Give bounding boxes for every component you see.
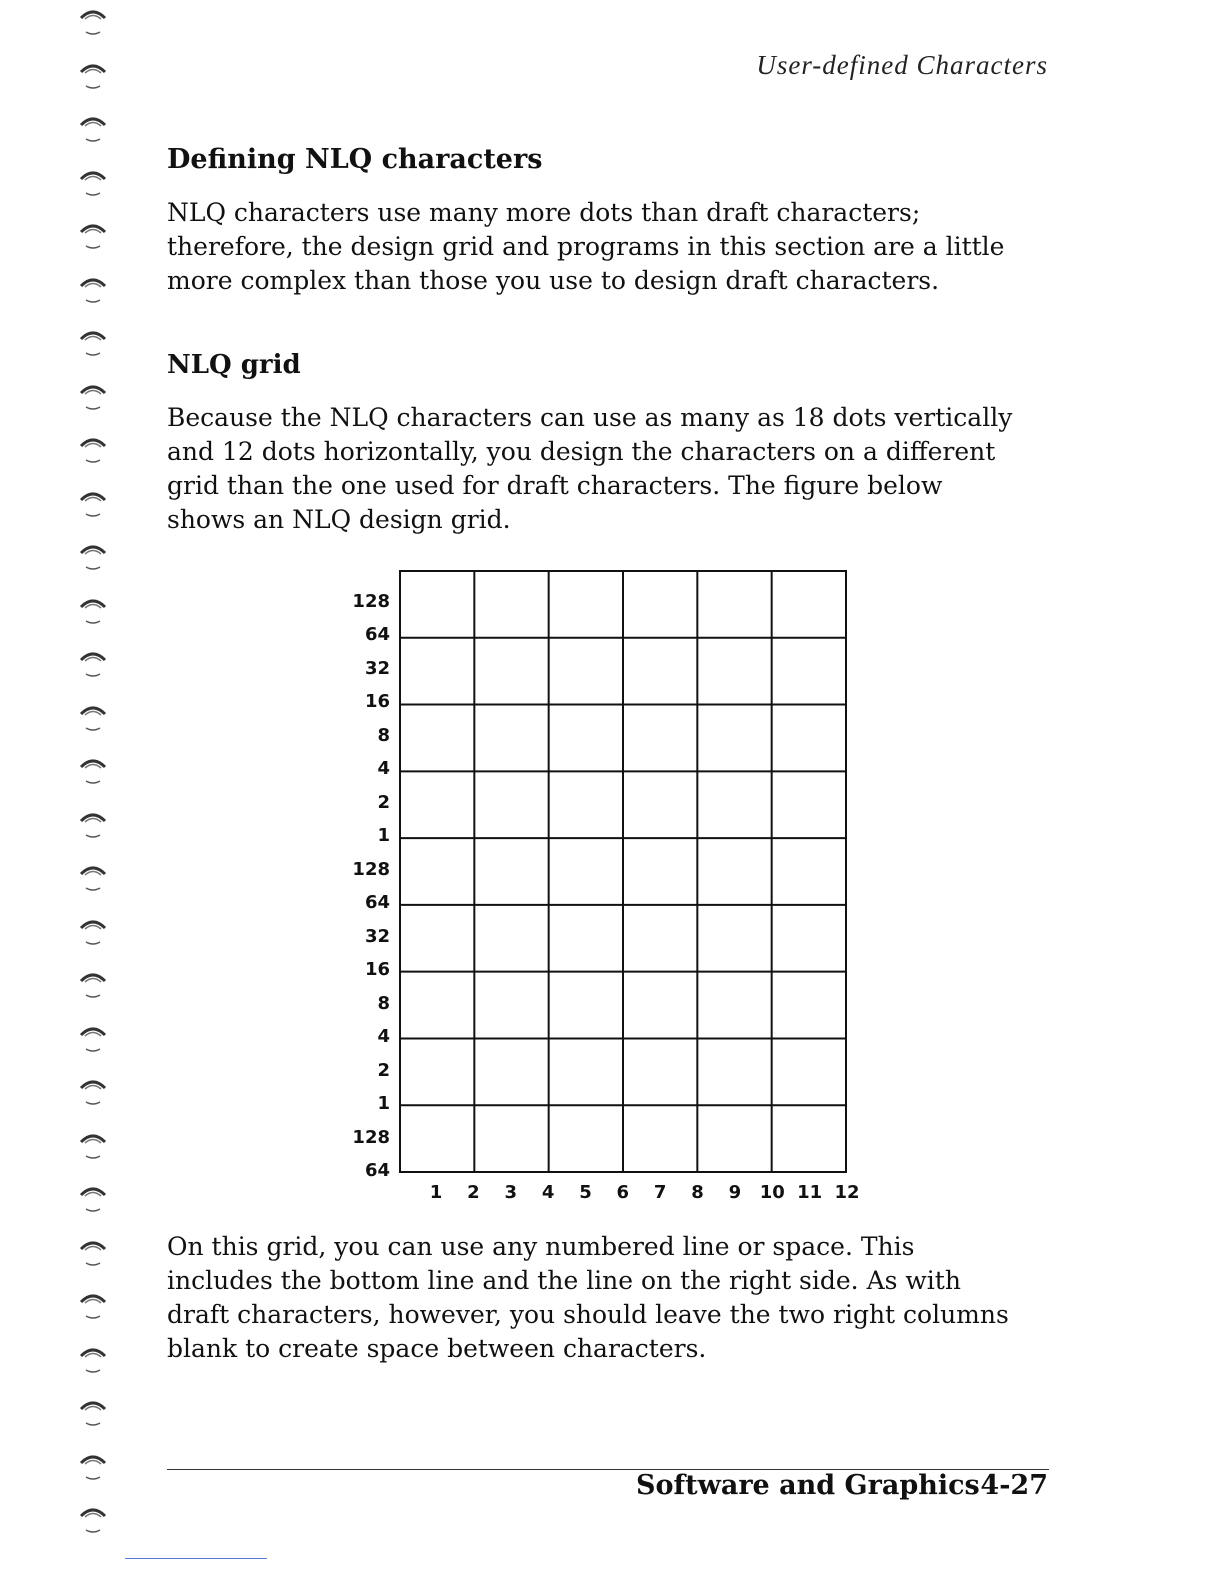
row-value-label: 8	[377, 724, 390, 746]
row-value-label: 32	[364, 657, 390, 679]
row-value-label: 128	[352, 1126, 390, 1148]
binding-ring-icon	[78, 381, 108, 411]
body-line: includes the bottom line and the line on the right side. As with	[167, 1266, 961, 1295]
binding-ring-icon	[78, 6, 108, 36]
column-number-label: 10	[759, 1182, 785, 1203]
row-value-label: 16	[364, 691, 390, 713]
column-number-label: 4	[541, 1182, 555, 1203]
binding-ring-icon	[78, 969, 108, 999]
row-value-label: 128	[352, 858, 390, 880]
row-value-label: 2	[377, 791, 390, 813]
binding-ring-icon	[78, 274, 108, 304]
scan-mark	[125, 1558, 267, 1559]
body-line: and 12 dots horizontally, you design the characters on a different	[167, 437, 996, 466]
binding-ring-icon	[78, 862, 108, 892]
row-value-label: 1	[377, 1093, 390, 1115]
column-number-label: 5	[579, 1182, 592, 1203]
binding-ring-icon	[78, 1344, 108, 1374]
binding-ring-icon	[78, 1023, 108, 1053]
column-number-label: 8	[691, 1182, 704, 1203]
binding-ring-icon	[78, 167, 108, 197]
page-number: 4-27	[980, 1470, 1048, 1501]
intro-line: more complex than those you use to design draft characters.	[167, 266, 940, 295]
subsection-heading: NLQ grid	[167, 350, 301, 380]
binding-ring-icon	[78, 1183, 108, 1213]
row-value-label: 1	[377, 825, 390, 847]
row-value-label: 64	[364, 1160, 390, 1181]
binding-ring-icon	[78, 60, 108, 90]
row-value-label: 16	[364, 959, 390, 981]
binding-ring-icon	[78, 1076, 108, 1106]
section-heading: Defining NLQ characters	[167, 144, 543, 175]
body-line: shows an NLQ design grid.	[167, 505, 511, 534]
binding-ring-icon	[78, 1237, 108, 1267]
footer-title: Software and Graphics	[636, 1470, 980, 1501]
row-value-label: 128	[352, 591, 390, 612]
intro-line: therefore, the design grid and programs in this section are a little	[167, 232, 1005, 261]
column-number-label: 7	[653, 1182, 667, 1203]
binding-ring-icon	[78, 327, 108, 357]
binding-ring-icon	[78, 755, 108, 785]
row-value-label: 64	[364, 892, 390, 914]
binding-ring-icon	[78, 648, 108, 678]
body-line: On this grid, you can use any numbered line or space. This	[167, 1232, 915, 1261]
binding-ring-icon	[78, 809, 108, 839]
binding-ring-icon	[78, 1504, 108, 1534]
binding-ring-icon	[78, 1397, 108, 1427]
row-value-label: 8	[377, 992, 390, 1014]
binding-ring-icon	[78, 1451, 108, 1481]
row-value-label: 32	[364, 925, 390, 947]
column-number-label: 1	[429, 1182, 443, 1203]
column-number-label: 12	[834, 1182, 860, 1203]
binding-ring-icon	[78, 113, 108, 143]
body-line: grid than the one used for draft characters. The figure below	[167, 471, 943, 500]
binding-ring-icon	[78, 595, 108, 625]
row-value-label: 4	[377, 1026, 390, 1048]
column-number-label: 3	[504, 1182, 517, 1203]
running-header: User-defined Characters	[756, 50, 1048, 80]
binding-ring-icon	[78, 916, 108, 946]
binding-ring-icon	[78, 1290, 108, 1320]
column-number-label: 6	[616, 1182, 630, 1203]
body-line: blank to create space between characters.	[167, 1334, 707, 1363]
binding-ring-icon	[78, 541, 108, 571]
binding-ring-icon	[78, 434, 108, 464]
intro-line: NLQ characters use many more dots than draft characters;	[167, 198, 921, 227]
closing-paragraph	[167, 1230, 1067, 1366]
column-number-label: 11	[797, 1182, 823, 1203]
intro-paragraph	[167, 196, 1067, 298]
row-value-label: 4	[377, 758, 390, 780]
spiral-binding	[70, 0, 120, 1584]
row-value-label: 2	[377, 1059, 390, 1081]
binding-ring-icon	[78, 1130, 108, 1160]
body-line: draft characters, however, you should leave the two right columns	[167, 1300, 1009, 1329]
binding-ring-icon	[78, 702, 108, 732]
binding-ring-icon	[78, 488, 108, 518]
binding-ring-icon	[78, 220, 108, 250]
row-value-label: 64	[364, 624, 390, 646]
body-line: Because the NLQ characters can use as many as 18 dots vertically	[167, 403, 1013, 432]
nlq-design-grid-figure	[330, 560, 890, 1220]
column-number-label: 2	[467, 1182, 480, 1203]
grid-description-paragraph	[167, 401, 1067, 537]
nlq-design-grid	[330, 560, 890, 1220]
column-number-label: 9	[728, 1182, 742, 1203]
